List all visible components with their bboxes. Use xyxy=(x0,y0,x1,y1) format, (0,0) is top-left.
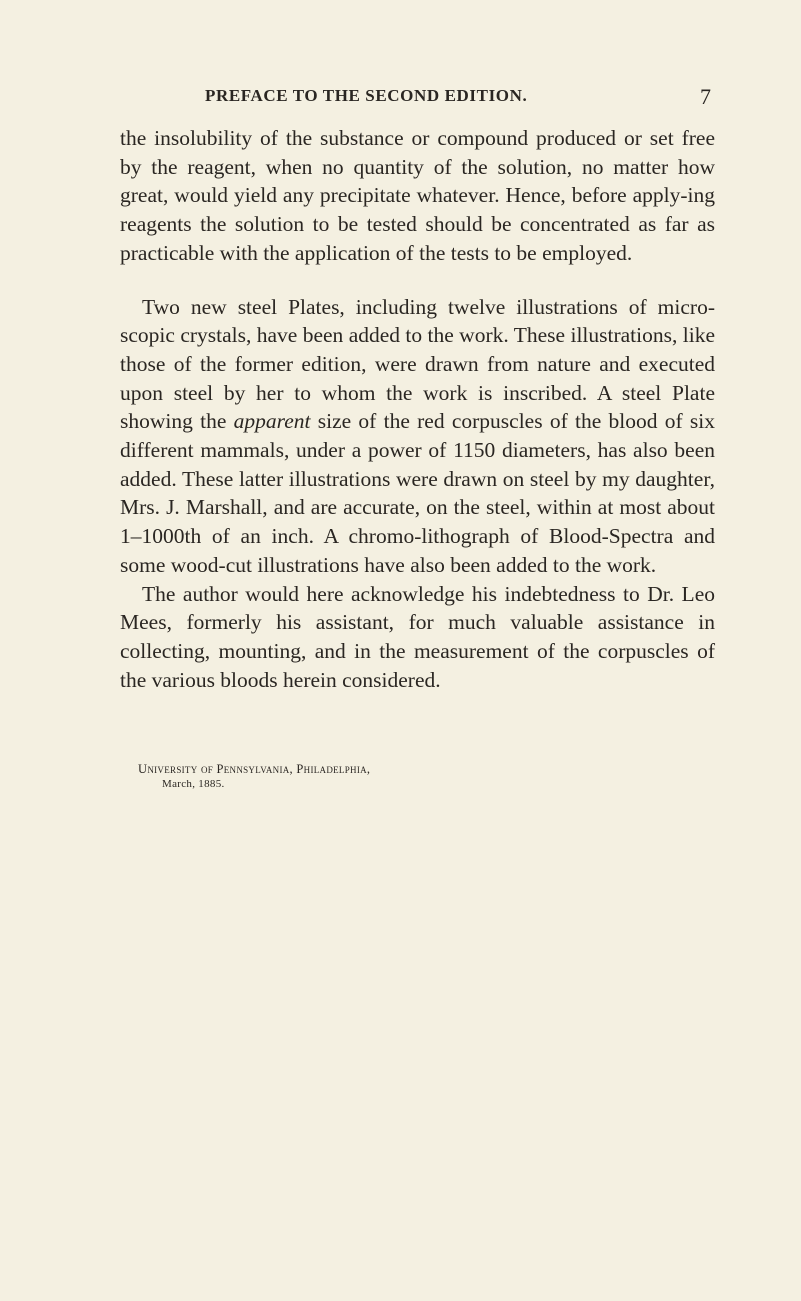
paragraph-continuation: the insolubility of the substance or compound produced or set free by the reagent, when no quantity of the solution, no matter how great, would yield any precipitate whatever. Hence, before apply-ing reagents the solution to be tested should be concentrated as far as practicable with the application of the tests to be employed. xyxy=(120,126,715,265)
body-text xyxy=(120,124,715,694)
paragraph-acknowledgement: The author would here acknowledge his indebtedness to Dr. Leo Mees, formerly his assistant, for much valuable assistance in collecting, mounting, and in the measurement of the corpuscles of the various bloods herein considered. xyxy=(120,581,715,692)
emphasis-apparent: apparent xyxy=(233,409,311,434)
running-header xyxy=(120,86,715,110)
paragraph-steel-plates-end: size of the red corpuscles of the blood of six different mammals, under a power of 1150 diameters, has also been added. These latter illustrations were drawn on steel by my daughter, Mrs. J. Marshall, and are accurate, on the steel, within at most about 1–1000th of an inch. A chromo-lithograph of Blood-Spectra and some wood-cut illustrations have also been added to the work. xyxy=(120,409,716,577)
paragraph-steel-plates-start: Two new steel Plates, including twelve illustrations of micro-scopic crystals, have been added to the work. These illustrations, like those of the former edition, were drawn from nature and executed upon steel by her to whom the work is inscribed. A steel Plate showing the xyxy=(120,294,715,434)
running-title: PREFACE TO THE SECOND EDITION. xyxy=(205,86,528,105)
signature-place: University of Pennsylvania, Philadelphia, xyxy=(138,762,371,776)
paragraph-steel-plates xyxy=(120,293,715,580)
page-number: 7 xyxy=(700,84,711,109)
signature-block xyxy=(138,762,370,792)
signature-date: March, 1885. xyxy=(162,778,225,790)
